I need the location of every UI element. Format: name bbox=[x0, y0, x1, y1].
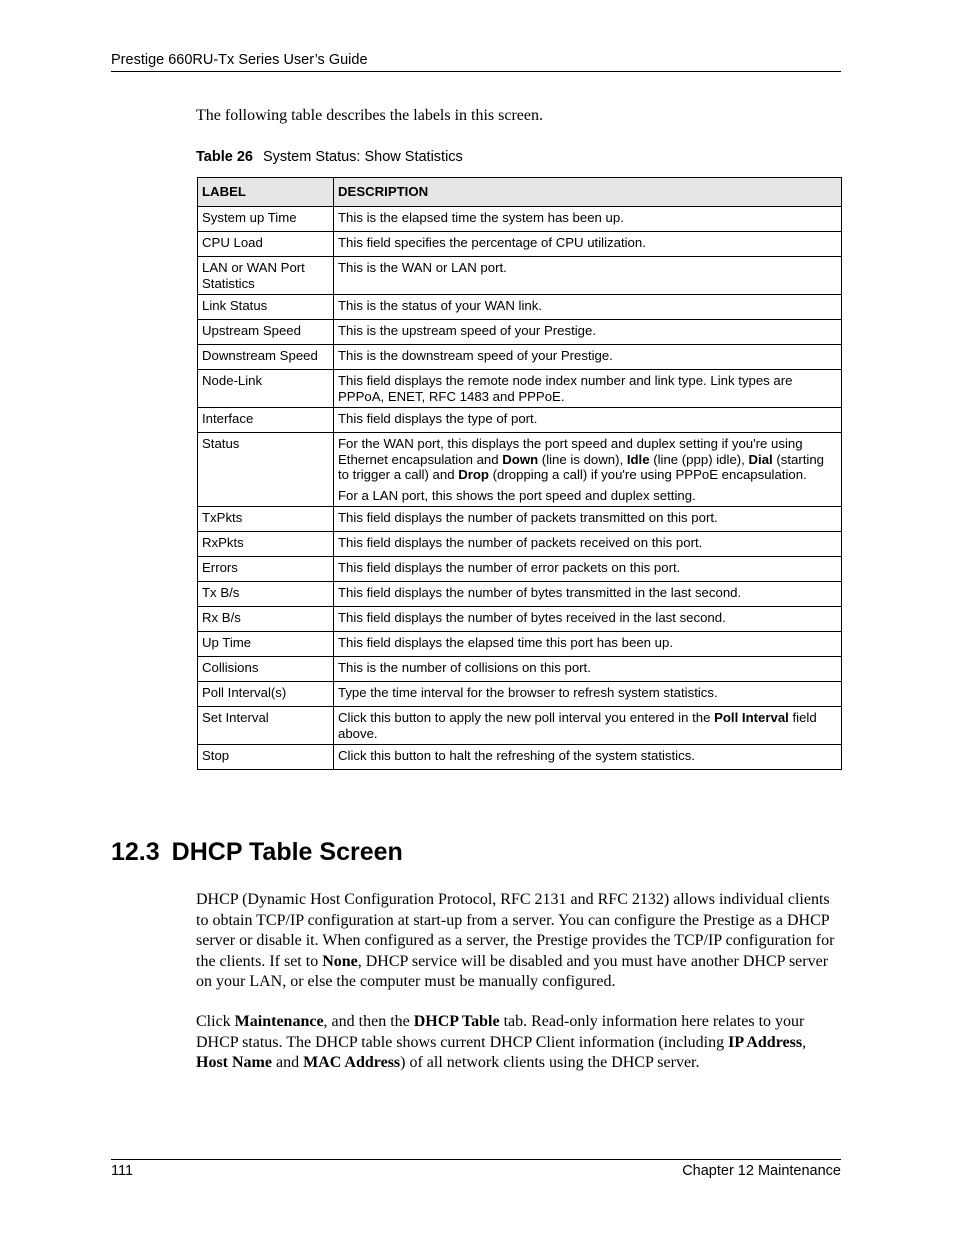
table-row bbox=[198, 232, 842, 257]
row-description-text: This field displays the type of port. bbox=[338, 411, 538, 426]
row-label: Errors bbox=[198, 557, 334, 582]
row-description bbox=[334, 320, 842, 345]
row-label: Interface bbox=[198, 408, 334, 433]
row-label: Status bbox=[198, 433, 334, 507]
table-row bbox=[198, 707, 842, 745]
table-row bbox=[198, 507, 842, 532]
table-row bbox=[198, 682, 842, 707]
row-label: Link Status bbox=[198, 295, 334, 320]
row-description bbox=[334, 707, 842, 745]
section-heading bbox=[111, 838, 403, 867]
table-row bbox=[198, 207, 842, 232]
column-header-description: DESCRIPTION bbox=[334, 178, 842, 207]
header-title: Prestige 660RU-Tx Series User’s Guide bbox=[111, 52, 368, 68]
intro-text: The following table describes the labels in this screen. bbox=[196, 107, 544, 124]
row-label: Downstream Speed bbox=[198, 345, 334, 370]
row-description bbox=[334, 433, 842, 507]
table-caption bbox=[196, 149, 463, 165]
row-label: TxPkts bbox=[198, 507, 334, 532]
row-label: CPU Load bbox=[198, 232, 334, 257]
row-label: System up Time bbox=[198, 207, 334, 232]
row-description bbox=[334, 582, 842, 607]
table-row bbox=[198, 557, 842, 582]
row-description-text: This is the status of your WAN link. bbox=[338, 298, 542, 313]
row-description-text: This is the WAN or LAN port. bbox=[338, 260, 507, 275]
table-row bbox=[198, 745, 842, 770]
row-description bbox=[334, 632, 842, 657]
row-description-text: For the WAN port, this displays the port speed and duplex setting if you're using Ethernet encapsulation and Down (line is down), Idle (line (ppp) idle), Dial (starting to trigger a call) and Drop (dropping a call) if you're using PPPoE encapsulation. bbox=[338, 436, 824, 482]
page-header bbox=[111, 52, 841, 72]
table-row bbox=[198, 657, 842, 682]
page-number: 111 bbox=[111, 1163, 134, 1179]
row-description-text: This is the upstream speed of your Prestige. bbox=[338, 323, 597, 338]
row-label: Rx B/s bbox=[198, 607, 334, 632]
row-description-text: This field displays the elapsed time this port has been up. bbox=[338, 635, 674, 650]
row-description-text: Type the time interval for the browser to refresh system statistics. bbox=[338, 685, 718, 700]
body-paragraph-1: DHCP (Dynamic Host Configuration Protocol, RFC 2131 and RFC 2132) allows individual clients to obtain TCP/IP configuration at start-up from a server. You can configure the Prestige as a DHCP server or disable it. When configured as a server, the Prestige provides the TCP/IP configuration for the clients. If set to None, DHCP service will be disabled and you must have another DHCP server on your LAN, or else the computer must be manually configured. bbox=[196, 891, 835, 990]
table-row bbox=[198, 370, 842, 408]
row-description-text: This field specifies the percentage of CPU utilization. bbox=[338, 235, 646, 250]
row-description-text: For a LAN port, this shows the port speed and duplex setting. bbox=[338, 487, 696, 503]
row-description bbox=[334, 682, 842, 707]
row-description-text: Click this button to halt the refreshing of the system statistics. bbox=[338, 748, 695, 763]
table-row bbox=[198, 632, 842, 657]
row-description-text: This is the elapsed time the system has been up. bbox=[338, 210, 624, 225]
row-description bbox=[334, 532, 842, 557]
statistics-table bbox=[197, 177, 842, 770]
row-label: Poll Interval(s) bbox=[198, 682, 334, 707]
table-row bbox=[198, 408, 842, 433]
footer-chapter: Chapter 12 Maintenance bbox=[682, 1163, 841, 1179]
table-header-row bbox=[198, 178, 842, 207]
table-body bbox=[198, 207, 842, 770]
row-description bbox=[334, 295, 842, 320]
row-label: Set Interval bbox=[198, 707, 334, 745]
row-description bbox=[334, 607, 842, 632]
row-description-text: This is the downstream speed of your Prestige. bbox=[338, 348, 613, 363]
row-description-text: This field displays the number of bytes received in the last second. bbox=[338, 610, 726, 625]
row-description-text: This field displays the number of error packets on this port. bbox=[338, 560, 681, 575]
body-paragraph-2: Click Maintenance, and then the DHCP Table tab. Read-only information here relates to your DHCP status. The DHCP table shows current DHCP Client information (including IP Address, Host Name and MAC Address) of all network clients using the DHCP server. bbox=[196, 1013, 807, 1071]
table-row bbox=[198, 295, 842, 320]
column-header-label: LABEL bbox=[198, 178, 334, 207]
row-description-text: This field displays the number of bytes transmitted in the last second. bbox=[338, 585, 742, 600]
table-row bbox=[198, 582, 842, 607]
row-label: RxPkts bbox=[198, 532, 334, 557]
row-label: Tx B/s bbox=[198, 582, 334, 607]
table-row bbox=[198, 320, 842, 345]
table-row bbox=[198, 532, 842, 557]
row-description bbox=[334, 232, 842, 257]
table-row bbox=[198, 607, 842, 632]
row-description bbox=[334, 370, 842, 408]
row-description bbox=[334, 745, 842, 770]
row-description bbox=[334, 408, 842, 433]
table-row bbox=[198, 433, 842, 507]
row-description-text: This field displays the number of packets transmitted on this port. bbox=[338, 510, 718, 525]
row-description bbox=[334, 257, 842, 295]
section-number: 12.3 bbox=[111, 838, 160, 866]
table-caption-title: System Status: Show Statistics bbox=[262, 149, 463, 165]
table-row bbox=[198, 257, 842, 295]
row-description bbox=[334, 345, 842, 370]
row-description bbox=[334, 557, 842, 582]
row-label: Up Time bbox=[198, 632, 334, 657]
table-caption-number: Table 26 bbox=[196, 149, 253, 165]
row-label: Collisions bbox=[198, 657, 334, 682]
row-description bbox=[334, 207, 842, 232]
row-description-text: This is the number of collisions on this port. bbox=[338, 660, 591, 675]
row-description-text: This field displays the number of packets received on this port. bbox=[338, 535, 703, 550]
row-description-text: Click this button to apply the new poll interval you entered in the Poll Interval field above. bbox=[338, 710, 817, 741]
row-label: Node-Link bbox=[198, 370, 334, 408]
table-row bbox=[198, 345, 842, 370]
row-label: Stop bbox=[198, 745, 334, 770]
row-label: LAN or WAN Port Statistics bbox=[198, 257, 334, 295]
row-description bbox=[334, 657, 842, 682]
page-footer bbox=[111, 1159, 841, 1179]
row-description-text: This field displays the remote node index number and link type. Link types are PPPoA, ENET, RFC 1483 and PPPoE. bbox=[338, 373, 793, 404]
row-description bbox=[334, 507, 842, 532]
row-label: Upstream Speed bbox=[198, 320, 334, 345]
section-title: DHCP Table Screen bbox=[171, 838, 403, 866]
